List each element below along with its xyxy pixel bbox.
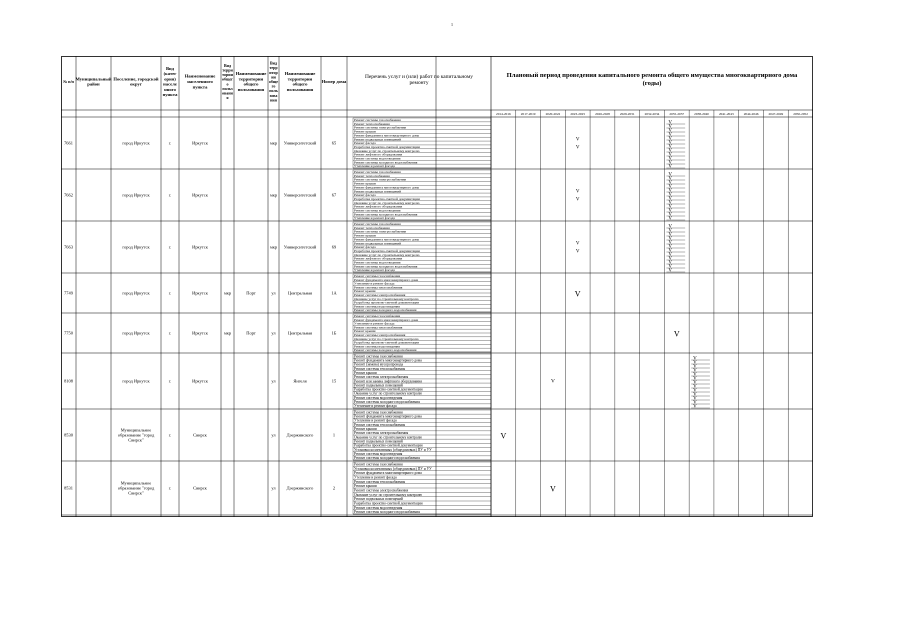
mark-v: V [668, 160, 673, 166]
mark-v: V [668, 148, 673, 154]
mark-v: V [668, 260, 673, 266]
work-item: Ремонт системы холодного водоснабжения [354, 308, 417, 313]
mark-v: V [693, 356, 697, 362]
cell-kind: г. [168, 432, 172, 438]
cell-area-kind-2: ул [271, 485, 276, 491]
work-item: Ремонт системы водоотведения [354, 304, 400, 309]
cell-area-name-2: Университетский [283, 192, 317, 198]
mark-v: V [668, 124, 673, 130]
work-item: Ремонт фундамента многоквартирного дома [354, 471, 422, 476]
cell-locality: Иркутск [192, 290, 208, 296]
work-item: Утепление и ремонт фасада [354, 268, 395, 273]
cell-house: 1А [331, 290, 337, 296]
work-item: Утепление и ремонт фасада [354, 404, 397, 409]
cell-settlement: Муниципальное образование "город Свирск" [117, 480, 155, 496]
cell-area-name-2: Центральная [287, 330, 313, 336]
mark-v: V [668, 152, 673, 158]
work-item: Ремонт системы теплоснабжения [354, 366, 406, 371]
cell-kind: г. [168, 192, 172, 198]
work-item: Ремонт системы теплоснабжения [354, 422, 406, 427]
cell-area-name-2: Университетский [283, 244, 317, 250]
work-item: Ремонт системы холодного водоснабжения [354, 348, 417, 353]
work-item: Ремонт системы газоснабжения [354, 462, 403, 467]
work-item: Разработка проектно-сметной документации [354, 501, 423, 506]
work-item: Ремонт системы газоснабжения [354, 274, 401, 278]
mark-v: V [668, 224, 673, 230]
work-item: Ремонт теплоснабжения [354, 121, 390, 126]
cell-num: 7662 [64, 192, 73, 198]
mark-v: V [575, 249, 580, 255]
cell-num: 8108 [64, 378, 73, 384]
period-label: 2023-2025 [570, 112, 586, 116]
mark-v: V [693, 384, 697, 390]
mark-v: V [668, 172, 673, 178]
work-item: Ремонт системы водоотведения [354, 208, 401, 213]
work-item: Ремонт системы водоотведения [354, 505, 403, 510]
mark-v: V [668, 180, 673, 186]
cell-area-kind-2: мкр [269, 244, 278, 250]
mark-v: V [575, 137, 580, 143]
cell-area-name-2: Дзержинского [286, 432, 314, 438]
cell-settlement: город Иркутск [122, 378, 150, 384]
work-item: Ремонт системы электроснабжения [354, 229, 407, 234]
header-col-num: № п/п [63, 79, 74, 84]
mark-v: V [693, 404, 697, 410]
mark-v: V [668, 144, 673, 150]
table-grid [61, 56, 813, 517]
mark-v: V [693, 388, 697, 394]
cell-kind: г. [168, 140, 172, 146]
work-item: Ремонт системы электроснабжения [354, 431, 409, 436]
mark-v: V [575, 145, 580, 151]
work-item: Ремонт крыши [354, 289, 376, 294]
work-item: Ремонт системы водоотведения [354, 156, 401, 161]
work-item: Ремонт крыши [354, 181, 376, 186]
mark-v: V [693, 372, 697, 378]
work-item: Ремонт системы теплоснабжения [354, 325, 403, 330]
mark-v: V [693, 400, 697, 406]
mark-v: V [693, 392, 697, 398]
mark-v: V [668, 256, 673, 262]
work-item: Ремонт системы газоснабжения [354, 170, 401, 175]
header-col-settlement-kind: Вид (катег ория) населе нного пункта [162, 65, 178, 98]
cell-house: 1Б [331, 330, 337, 336]
work-item: Ремонт фундамента многоквартирного дома [354, 133, 420, 138]
header-col-period: Плановый период проведения капитального ремонта общего имущества многоквартирного дома (годы) [506, 72, 798, 87]
work-item: Ремонт подвальных помещений [354, 137, 401, 142]
work-item: Ремонт системы электроснабжения [354, 125, 407, 130]
cell-locality: Иркутск [192, 192, 208, 198]
cell-settlement: город Иркутск [122, 244, 150, 250]
mark-v: V [668, 184, 673, 190]
cell-area-kind-2: ул [271, 378, 276, 384]
mark-v: V [668, 200, 673, 206]
period-label: 2047-2049 [768, 112, 784, 116]
work-item: Ремонт системы газоснабжения [354, 314, 401, 318]
mark-v: V [550, 484, 556, 494]
cell-area-name-1: Порт [246, 290, 256, 296]
work-item: Установка коллективных (общедомовых) ПУ и УУ [354, 447, 432, 452]
cell-area-kind-2: ул [271, 330, 276, 336]
work-item: Установка коллективных (общедомовых) ПУ и УУ [354, 466, 432, 471]
cell-locality: Иркутск [192, 378, 208, 384]
work-item: Ремонт системы холодного водоснабжения [354, 400, 420, 405]
mark-v: V [500, 431, 507, 441]
cell-area-name-2: Дзержинского [286, 485, 314, 491]
mark-v: V [668, 176, 673, 182]
mark-v: V [673, 329, 680, 339]
mark-v: V [668, 264, 673, 270]
work-item: Ремонт фундамента многоквартирного дома [354, 414, 422, 419]
mark-v: V [668, 244, 673, 250]
work-item: Разработка проектно-сметной документации [354, 387, 423, 392]
cell-area-kind-2: ул [271, 290, 276, 296]
mark-v: V [668, 136, 673, 142]
work-item: Ремонт или замена лифтового оборудования [354, 379, 422, 384]
period-label: 2014-2016 [496, 112, 511, 116]
period-label: 2041-2043 [718, 112, 734, 116]
work-item: Ремонт подвальных помещений [354, 497, 403, 502]
cell-area-kind-2: ул [271, 432, 276, 438]
mark-v: V [668, 196, 673, 202]
cell-kind: г. [168, 330, 172, 336]
mark-v: V [668, 248, 673, 254]
work-item: Ремонт фундамента многоквартирного дома [354, 317, 419, 322]
mark-v: V [550, 378, 555, 385]
cell-area-name-1: Порт [246, 330, 256, 336]
header-col-area-kind-2: Вид терр итор ии обще го поль зова ния [268, 60, 279, 103]
work-item: Ремонт системы газоснабжения [354, 354, 403, 359]
work-item: Ремонт крыши [354, 329, 376, 334]
mark-v: V [693, 368, 697, 374]
header-col-area-kind-1: Вид терри тории общег о польз овани я [222, 62, 233, 101]
mark-v: V [668, 120, 673, 126]
cell-area-name-2: Университетский [283, 140, 317, 146]
mark-v: V [668, 164, 673, 170]
work-item: Оказание услуг по строительному контролю [354, 336, 419, 341]
work-item: Ремонт системы электроснабжения [354, 375, 409, 380]
work-item: Ремонт фасада [354, 193, 376, 198]
cell-settlement: город Иркутск [122, 192, 150, 198]
work-item: Утепление и ремонт фасада [354, 281, 395, 286]
work-item: Разработка проектно-сметной документации [354, 340, 419, 345]
work-item: Разработка проектно-сметной документации [354, 196, 420, 201]
mark-v: V [668, 132, 673, 138]
mark-v: V [668, 228, 673, 234]
period-label: 2035-2037 [669, 112, 685, 116]
work-item: Ремонт системы холодного водоснабжения [354, 456, 420, 461]
period-label: 2050-2052 [793, 112, 808, 116]
work-item: Ремонт системы теплоснабжения [354, 479, 406, 484]
cell-num: 8530 [64, 432, 73, 438]
mark-v: V [575, 241, 580, 247]
period-label: 2044-2046 [743, 112, 759, 116]
work-item: Ремонт системы водоотведения [354, 344, 400, 349]
work-item: Ремонт системы газоснабжения [354, 410, 403, 415]
work-item: Ремонт фундамента многоквартирного дома [354, 237, 420, 242]
mark-v: V [668, 204, 673, 210]
work-item: Утепление и ремонт фасада [354, 418, 397, 423]
work-item: Ремонт лифтового оборудования [354, 256, 403, 261]
work-item: Ремонт крыши [354, 484, 377, 489]
header-col-house: Номер дома [321, 79, 347, 84]
work-item: Ремонт системы электроснабжения [354, 293, 406, 297]
mark-v: V [575, 197, 580, 203]
work-item: Ремонт фасада [354, 245, 376, 250]
mark-v: V [668, 232, 673, 238]
mark-v: V [668, 252, 673, 258]
cell-num: 7661 [64, 140, 73, 146]
period-label: 2038-2040 [694, 112, 709, 116]
work-item: Разработка проектно-сметной документации [354, 443, 423, 448]
header-col-settlement-urban: Поселение, городской округ [113, 76, 159, 87]
mark-v: V [668, 212, 673, 218]
mark-v: V [693, 396, 697, 402]
work-item: Ремонт системы водоотведения [354, 395, 403, 400]
cell-area-kind-1: мкр [223, 290, 232, 296]
cell-kind: г. [168, 378, 172, 384]
mark-v: V [693, 360, 697, 366]
cell-kind: г. [168, 485, 172, 491]
mark-v: V [668, 240, 673, 246]
work-item: Ремонт крыши [354, 370, 377, 375]
cell-locality: Иркутск [192, 244, 208, 250]
cell-house: 1 [332, 432, 336, 438]
work-item: Ремонт фундамента многоквартирного дома [354, 277, 419, 282]
work-item: Оказание услуг по строительному контролю [354, 391, 423, 396]
mark-v: V [668, 192, 673, 198]
work-item: Ремонт системы холодного водоснабжения [354, 160, 418, 165]
cell-house: 15 [331, 378, 337, 384]
cell-locality: Иркутск [192, 140, 208, 146]
cell-area-name-2: Янгеля [293, 378, 307, 384]
mark-v: V [668, 268, 673, 274]
work-item: Ремонт лифтового оборудования [354, 152, 403, 157]
work-item: Ремонт системы водоотведения [354, 452, 403, 457]
period-label: 2029-2031 [619, 112, 635, 116]
work-item: Разработка проектно-сметной документации [354, 144, 420, 149]
cell-num: 8531 [64, 485, 73, 491]
period-label: 2017-2019 [520, 112, 536, 116]
header-col-municipal-district: Муниципальный район [75, 76, 112, 87]
mark-v: V [693, 380, 697, 386]
work-item: Оказание услуг по строительному контролю [354, 492, 423, 497]
work-item: Ремонт системы холодного водоснабжения [354, 510, 420, 515]
work-item: Ремонт теплоснабжения [354, 225, 390, 230]
mark-v: V [575, 189, 580, 195]
mark-v: V [668, 140, 673, 146]
work-item: Ремонт крыши [354, 427, 377, 432]
cell-num: 7750 [64, 330, 73, 336]
work-item: Ремонт (замена) мусоропровода [354, 362, 404, 367]
work-item: Ремонт системы электроснабжения [354, 177, 407, 182]
work-item: Ремонт системы газоснабжения [354, 222, 401, 227]
work-item: Ремонт фасада [354, 141, 376, 146]
cell-house: 67 [331, 192, 337, 198]
cell-locality: Иркутск [192, 330, 208, 336]
work-item: Ремонт фундамента многоквартирного дома [354, 358, 422, 363]
header-col-settlement-name: Наименование населенного пункта [184, 73, 216, 90]
cell-locality: Свирск [193, 432, 207, 438]
mark-v: V [693, 364, 697, 370]
cell-kind: г. [168, 244, 172, 250]
work-item: Утепление и ремонт фасада [354, 321, 395, 326]
work-item: Ремонт подвальных помещений [354, 439, 403, 444]
cell-settlement: Муниципальное образование "город Свирск" [117, 427, 155, 443]
work-item: Оказание услуг по строительному контролю [354, 200, 420, 205]
period-label: 2026-2028 [595, 112, 610, 116]
cell-kind: г. [168, 290, 172, 296]
work-item: Ремонт системы электроснабжения [354, 333, 406, 337]
cell-house: 69 [331, 244, 337, 250]
work-item: Утепление и ремонт фасада [354, 475, 397, 480]
cell-area-kind-2: мкр [269, 192, 278, 198]
mark-v: V [668, 156, 673, 162]
cell-settlement: город Иркутск [122, 330, 150, 336]
work-item: Утепление и ремонт фасада [354, 164, 395, 169]
work-item: Оказание услуг по строительному контролю [354, 435, 423, 440]
work-item: Ремонт подвальных помещений [354, 189, 401, 194]
cell-house: 2 [332, 485, 336, 491]
work-item: Ремонт системы теплоснабжения [354, 285, 403, 290]
work-item: Ремонт фундамента многоквартирного дома [354, 185, 420, 190]
cell-area-kind-1: мкр [223, 330, 232, 336]
work-item: Ремонт крыши [354, 129, 376, 134]
work-item: Разработка проектно-сметной документации [354, 300, 419, 305]
cell-settlement: город Иркутск [122, 140, 150, 146]
work-item: Оказание услуг по строительному контролю [354, 148, 420, 153]
period-label: 2032-2034 [644, 112, 660, 116]
work-item: Ремонт теплоснабжения [354, 173, 390, 178]
cell-num: 7663 [64, 244, 73, 250]
work-item: Ремонт крыши [354, 233, 376, 238]
cell-area-name-2: Центральная [287, 290, 313, 296]
mark-v: V [668, 236, 673, 242]
work-item: Ремонт подвальных помещений [354, 241, 401, 246]
work-item: Ремонт подвальных помещений [354, 383, 403, 388]
cell-area-kind-2: мкр [269, 140, 278, 146]
work-item: Утепление и ремонт фасада [354, 216, 395, 221]
header-col-works: Перечень услуг и (или) работ по капитальному ремонту [364, 73, 474, 87]
cell-locality: Свирск [193, 485, 207, 491]
work-item: Ремонт системы холодного водоснабжения [354, 264, 418, 269]
work-item: Ремонт системы газоснабжения [354, 118, 401, 123]
header-col-area-name-1: Наименование территории общего пользования [235, 71, 267, 92]
cell-house: 65 [331, 140, 337, 146]
header-col-area-name-2: Наименование территории общего пользования [284, 71, 316, 92]
mark-v: V [693, 376, 697, 382]
cell-settlement: город Иркутск [122, 290, 150, 296]
mark-v: V [668, 128, 673, 134]
work-item: Ремонт системы электроснабжения [354, 488, 409, 493]
mark-v: V [574, 289, 581, 299]
mark-v: V [668, 188, 673, 194]
period-label: 2020-2022 [545, 112, 561, 116]
work-item: Ремонт лифтового оборудования [354, 204, 403, 209]
capital-repair-table [61, 56, 813, 517]
mark-v: V [668, 208, 673, 214]
cell-num: 7749 [64, 290, 73, 296]
page-number: 1 [451, 22, 453, 27]
work-item: Ремонт системы водоотведения [354, 260, 401, 265]
work-item: Оказание услуг по строительному контролю [354, 296, 419, 301]
work-item: Разработка проектно-сметной документации [354, 248, 420, 253]
work-item: Ремонт системы холодного водоснабжения [354, 212, 418, 217]
mark-v: V [668, 216, 673, 222]
work-item: Оказание услуг по строительному контролю [354, 252, 420, 257]
